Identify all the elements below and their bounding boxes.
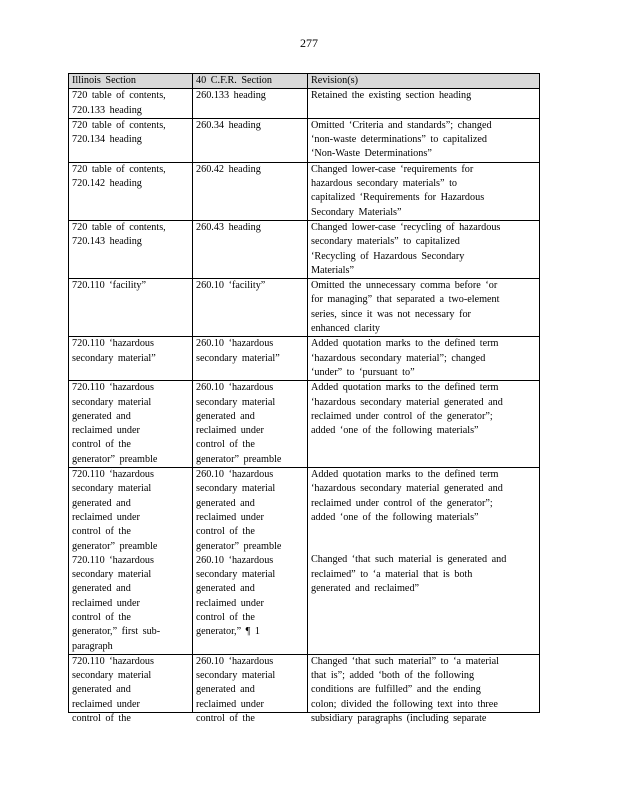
revision-text: Added quotation marks to the defined term ‘hazardous secondary material generated and reclaimed under control of the generator”; added ‘one of the following materials” (311, 382, 503, 437)
revision-text: Added quotation marks to the defined term ‘hazardous secondary material”; changed ‘under” to ‘pursuant to” (311, 338, 499, 378)
illinois-section-text: 720 table of contents, 720.142 heading (72, 163, 166, 190)
cfr-section-text: 260.42 heading (196, 163, 261, 175)
illinois-section-cell (69, 89, 193, 119)
cfr-section-text: 260.34 heading (196, 119, 261, 131)
page-number: 277 (300, 36, 318, 50)
revision-cell (308, 337, 540, 381)
table-row (69, 654, 540, 712)
illinois-section-cell (69, 162, 193, 220)
revision-subparagraph-text: Changed ‘that such material is generated and reclaimed” to ‘a material that is both generated and reclaimed” (311, 554, 507, 594)
cfr-section-text: 260.10 ‘hazardous secondary material generated and reclaimed under control of the generator” preamble (196, 469, 282, 552)
illinois-section-cell (69, 220, 193, 278)
table-row (69, 118, 540, 162)
cfr-section-text: 260.43 heading (196, 221, 261, 233)
revision-text: Added quotation marks to the defined term ‘hazardous secondary material generated and reclaimed under control of the generator”; added ‘one of the following materials” (311, 469, 503, 523)
revision-text: Changed lower-case ‘recycling of hazardous secondary materials” to capitalized ‘Recycling of Hazardous Secondary Materials” (311, 221, 501, 276)
revision-text: Omitted ‘Criteria and standards”; changed ‘non-waste determinations” to capitalized ‘Non-Waste Determinations” (311, 119, 492, 160)
cfr-section-cell (193, 89, 308, 119)
revision-cell (308, 118, 540, 162)
cfr-section-text: 260.10 ‘hazardous secondary material” (196, 338, 280, 364)
header-revisions: Revision(s) (308, 74, 540, 89)
table-row (69, 89, 540, 119)
illinois-section-text: 720.110 ‘hazardous secondary material generated and reclaimed under control of the (72, 655, 154, 725)
table-row (69, 468, 540, 655)
table-row (69, 162, 540, 220)
illinois-section-cell (69, 337, 193, 381)
revision-cell (308, 468, 540, 655)
header-illinois-section: Illinois Section (69, 74, 193, 89)
cfr-section-cell (193, 162, 308, 220)
cfr-section-cell (193, 220, 308, 278)
illinois-section-text: 720.110 ‘facility” (72, 280, 147, 292)
illinois-section-cell (69, 468, 193, 655)
table-header-row (69, 74, 540, 89)
revision-cell (308, 654, 540, 725)
cfr-section-cell (193, 337, 308, 381)
revision-table (68, 73, 540, 725)
illinois-section-text: 720.110 ‘hazardous secondary material” (72, 338, 156, 364)
illinois-section-text: 720 table of contents, 720.143 heading (72, 221, 166, 248)
illinois-section-text: 720.110 ‘hazardous secondary material generated and reclaimed under control of the generator” preamble (72, 469, 158, 552)
illinois-section-cell (69, 654, 193, 725)
revision-text: Omitted the unnecessary comma before ‘or for managing” that separated a two-element series, since it was not necessary for enhanced clarity (311, 280, 500, 335)
cfr-section-cell (193, 381, 308, 468)
revision-cell (308, 279, 540, 337)
cfr-section-cell (193, 279, 308, 337)
revision-text: Retained the existing section heading (311, 90, 472, 102)
cfr-section-cell (193, 654, 308, 725)
revision-cell (308, 220, 540, 278)
illinois-section-cell (69, 381, 193, 468)
illinois-section-subparagraph-text: 720.110 ‘hazardous secondary material generated and reclaimed under control of the generator,” first sub- paragraph (72, 554, 161, 652)
table-row (69, 279, 540, 337)
cfr-section-text: 260.133 heading (196, 90, 266, 102)
revision-cell (308, 162, 540, 220)
illinois-section-text: 720.110 ‘hazardous secondary material generated and reclaimed under control of the generator” preamble (72, 382, 158, 465)
revision-text: Changed lower-case ‘requirements for hazardous secondary materials” to capitalized ‘Requirements for Hazardous Secondary Materials” (311, 163, 485, 218)
cfr-section-text: 260.10 ‘facility” (196, 280, 266, 292)
table-row (69, 381, 540, 468)
revision-cell (308, 381, 540, 468)
illinois-section-text: 720 table of contents, 720.134 heading (72, 119, 166, 146)
illinois-section-cell (69, 118, 193, 162)
table-row (69, 220, 540, 278)
cfr-section-cell (193, 118, 308, 162)
cfr-section-text: 260.10 ‘hazardous secondary material generated and reclaimed under control of the (196, 655, 276, 725)
table-row (69, 337, 540, 381)
illinois-section-text: 720 table of contents, 720.133 heading (72, 90, 166, 116)
revision-cell (308, 89, 540, 119)
header-cfr-section: 40 C.F.R. Section (193, 74, 308, 89)
cfr-section-text: 260.10 ‘hazardous secondary material generated and reclaimed under control of the generator” preamble (196, 382, 282, 465)
revision-text: Changed ‘that such material” to ‘a material that is”; added ‘both of the following conditions are fulfilled” and the ending colon; divided the following text into three subsidiary paragraphs (including separate (311, 655, 499, 725)
revision-spacer (311, 525, 536, 553)
illinois-section-cell (69, 279, 193, 337)
cfr-section-subparagraph-text: 260.10 ‘hazardous secondary material generated and reclaimed under control of the generator,” ¶ 1 (196, 554, 276, 638)
cfr-section-cell (193, 468, 308, 655)
